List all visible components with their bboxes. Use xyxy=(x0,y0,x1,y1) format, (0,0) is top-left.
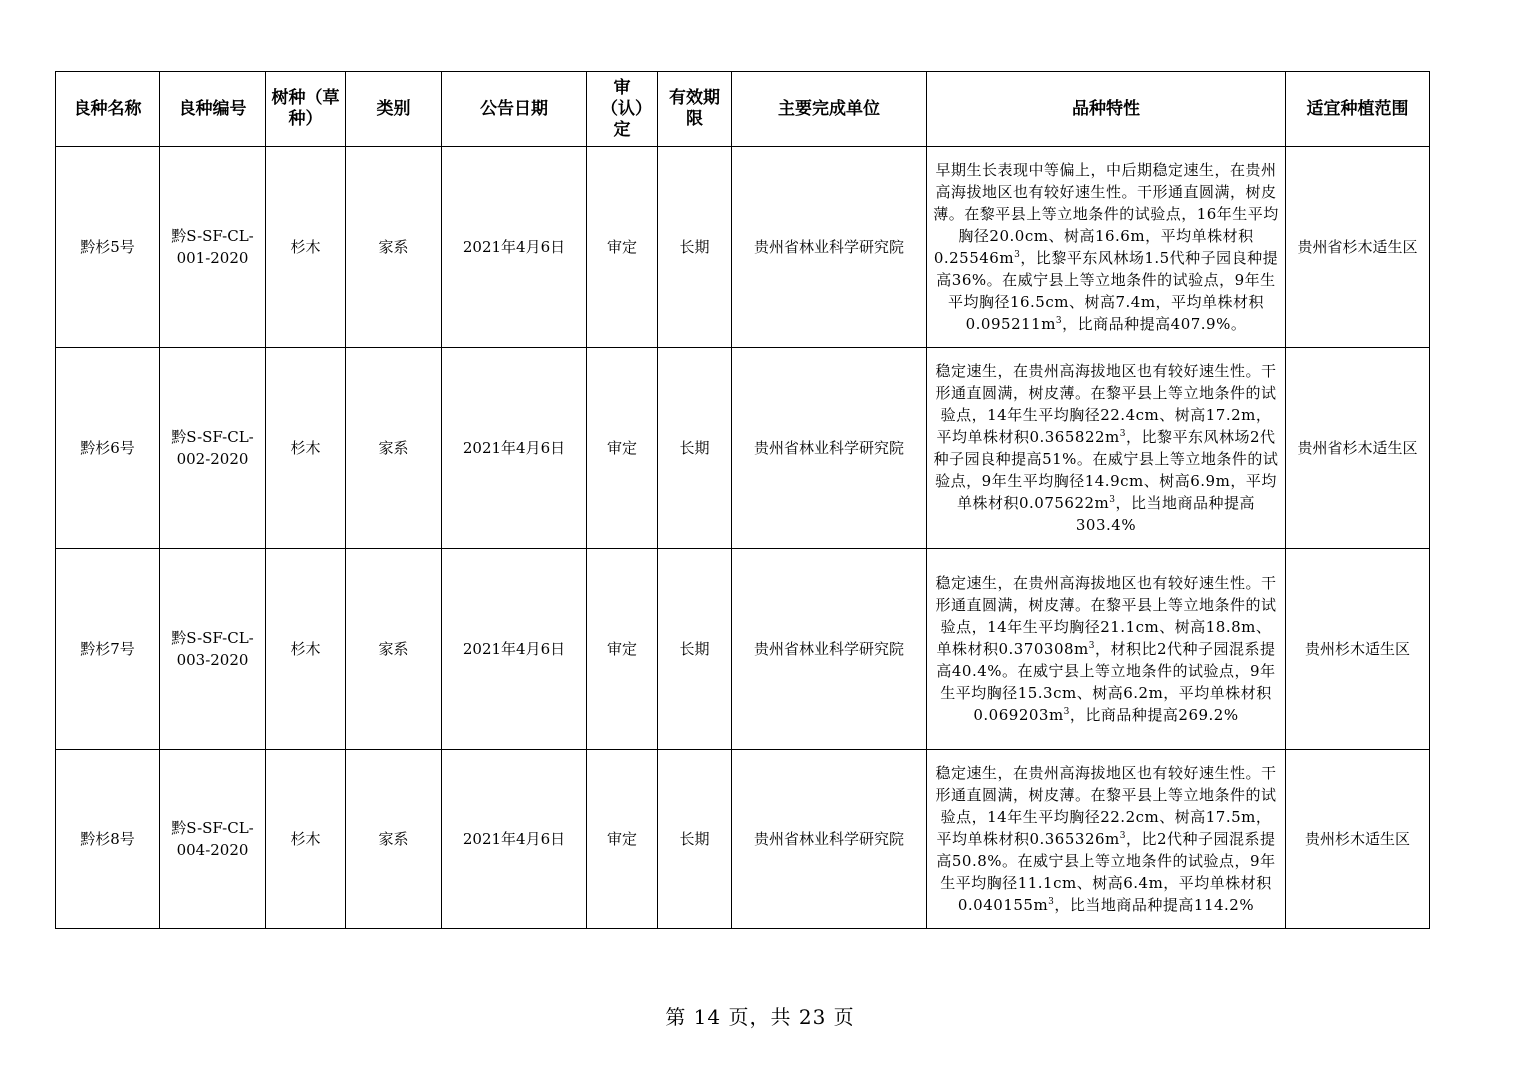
page-number-text: 第 14 页，共 23 页 xyxy=(665,1005,855,1029)
cell-date: 2021年4月6日 xyxy=(442,549,587,750)
traits-part-c: ，比当地商品种提高303.4% xyxy=(1075,494,1256,534)
cell-traits xyxy=(927,549,1286,750)
table-header-row xyxy=(56,72,1430,147)
cell-validity: 长期 xyxy=(658,549,732,750)
cell-species: 杉木 xyxy=(266,348,346,549)
cell-name: 黔杉5号 xyxy=(56,147,160,348)
traits-part-b: ，比黎平东风林场2代种子园良种提高51%。在威宁县上等立地条件的试验点，9年生平均胸径14.9cm、树高6.9m，平均单株材积0.075622m xyxy=(933,428,1279,512)
traits-part-c: ，比商品种提高407.9%。 xyxy=(1062,315,1247,333)
cell-category: 家系 xyxy=(346,147,442,348)
superscript: 3 xyxy=(1048,897,1055,907)
cell-name: 黔杉7号 xyxy=(56,549,160,750)
header-species: 树种（草种） xyxy=(266,72,346,147)
traits-part-a: 稳定速生，在贵州高海拔地区也有较好速生性。干形通直圆满，树皮薄。在黎平县上等立地条件的试验点，14年生平均胸径22.2cm、树高17.5m，平均单株材积0.365326m xyxy=(935,764,1277,848)
header-date: 公告日期 xyxy=(442,72,587,147)
traits-part-b: ，比黎平东风林场1.5代种子园良种提高36%。在威宁县上等立地条件的试验点，9年生平均胸径16.5cm、树高7.4m，平均单株材积0.095211m xyxy=(936,249,1279,333)
superscript: 3 xyxy=(1119,429,1126,439)
cell-traits xyxy=(927,147,1286,348)
traits-part-a: 早期生长表现中等偏上，中后期稳定速生，在贵州高海拔地区也有较好速生性。干形通直圆满，树皮薄。在黎平县上等立地条件的试验点，16年生平均胸径20.0cm、树高16.6m，平均单株材积0.25546m xyxy=(933,161,1279,267)
cell-traits xyxy=(927,750,1286,929)
traits-part-c: ，比当地商品种提高114.2% xyxy=(1054,896,1255,914)
cell-unit: 贵州省林业科学研究院 xyxy=(732,549,927,750)
superscript: 3 xyxy=(1088,641,1095,651)
cell-species: 杉木 xyxy=(266,147,346,348)
header-traits: 品种特性 xyxy=(927,72,1286,147)
cell-name: 黔杉6号 xyxy=(56,348,160,549)
cell-code: 黔S-SF-CL-001-2020 xyxy=(160,147,266,348)
cell-range: 贵州省杉木适生区 xyxy=(1286,147,1430,348)
cell-date: 2021年4月6日 xyxy=(442,147,587,348)
cell-traits xyxy=(927,348,1286,549)
cell-range: 贵州杉木适生区 xyxy=(1286,549,1430,750)
header-unit: 主要完成单位 xyxy=(732,72,927,147)
cell-category: 家系 xyxy=(346,549,442,750)
cell-approval: 审定 xyxy=(587,147,658,348)
page-footer xyxy=(0,1001,1520,1030)
cell-code: 黔S-SF-CL-003-2020 xyxy=(160,549,266,750)
superscript: 3 xyxy=(1014,250,1021,260)
table-row xyxy=(56,147,1430,348)
superscript: 3 xyxy=(1063,707,1070,717)
table-row xyxy=(56,549,1430,750)
traits-part-b: ，比2代种子园混系提高50.8%。在威宁县上等立地条件的试验点，9年生平均胸径11.1cm、树高6.4m，平均单株材积0.040155m xyxy=(936,830,1276,914)
traits-part-b: ，材积比2代种子园混系提高40.4%。在威宁县上等立地条件的试验点，9年生平均胸径15.3cm、树高6.2m，平均单株材积0.069203m xyxy=(936,640,1276,724)
header-validity: 有效期限 xyxy=(658,72,732,147)
traits-part-a: 稳定速生，在贵州高海拔地区也有较好速生性。干形通直圆满，树皮薄。在黎平县上等立地条件的试验点，14年生平均胸径22.4cm、树高17.2m，平均单株材积0.365822m xyxy=(935,362,1277,446)
traits-part-a: 稳定速生，在贵州高海拔地区也有较好速生性。干形通直圆满，树皮薄。在黎平县上等立地条件的试验点，14年生平均胸径21.1cm、树高18.8m、单株材积0.370308m xyxy=(935,574,1277,658)
cell-category: 家系 xyxy=(346,348,442,549)
traits-part-c: ，比商品种提高269.2% xyxy=(1069,706,1239,724)
cell-name: 黔杉8号 xyxy=(56,750,160,929)
superscript: 3 xyxy=(1055,316,1063,326)
cell-approval: 审定 xyxy=(587,750,658,929)
cell-date: 2021年4月6日 xyxy=(442,348,587,549)
superscript: 3 xyxy=(1119,831,1126,841)
header-name: 良种名称 xyxy=(56,72,160,147)
cell-species: 杉木 xyxy=(266,750,346,929)
header-category: 类别 xyxy=(346,72,442,147)
cell-approval: 审定 xyxy=(587,549,658,750)
cell-code: 黔S-SF-CL-002-2020 xyxy=(160,348,266,549)
cell-approval: 审定 xyxy=(587,348,658,549)
header-code: 良种编号 xyxy=(160,72,266,147)
cell-unit: 贵州省林业科学研究院 xyxy=(732,348,927,549)
cell-unit: 贵州省林业科学研究院 xyxy=(732,750,927,929)
cell-unit: 贵州省林业科学研究院 xyxy=(732,147,927,348)
table-row xyxy=(56,750,1430,929)
cell-validity: 长期 xyxy=(658,750,732,929)
superscript: 3 xyxy=(1109,495,1116,505)
table-row xyxy=(56,348,1430,549)
cell-range: 贵州省杉木适生区 xyxy=(1286,348,1430,549)
header-range: 适宜种植范围 xyxy=(1286,72,1430,147)
cell-species: 杉木 xyxy=(266,549,346,750)
varieties-table xyxy=(55,71,1430,929)
cell-validity: 长期 xyxy=(658,147,732,348)
header-approval: 审（认）定 xyxy=(587,72,658,147)
cell-date: 2021年4月6日 xyxy=(442,750,587,929)
cell-category: 家系 xyxy=(346,750,442,929)
cell-code: 黔S-SF-CL-004-2020 xyxy=(160,750,266,929)
cell-range: 贵州杉木适生区 xyxy=(1286,750,1430,929)
cell-validity: 长期 xyxy=(658,348,732,549)
